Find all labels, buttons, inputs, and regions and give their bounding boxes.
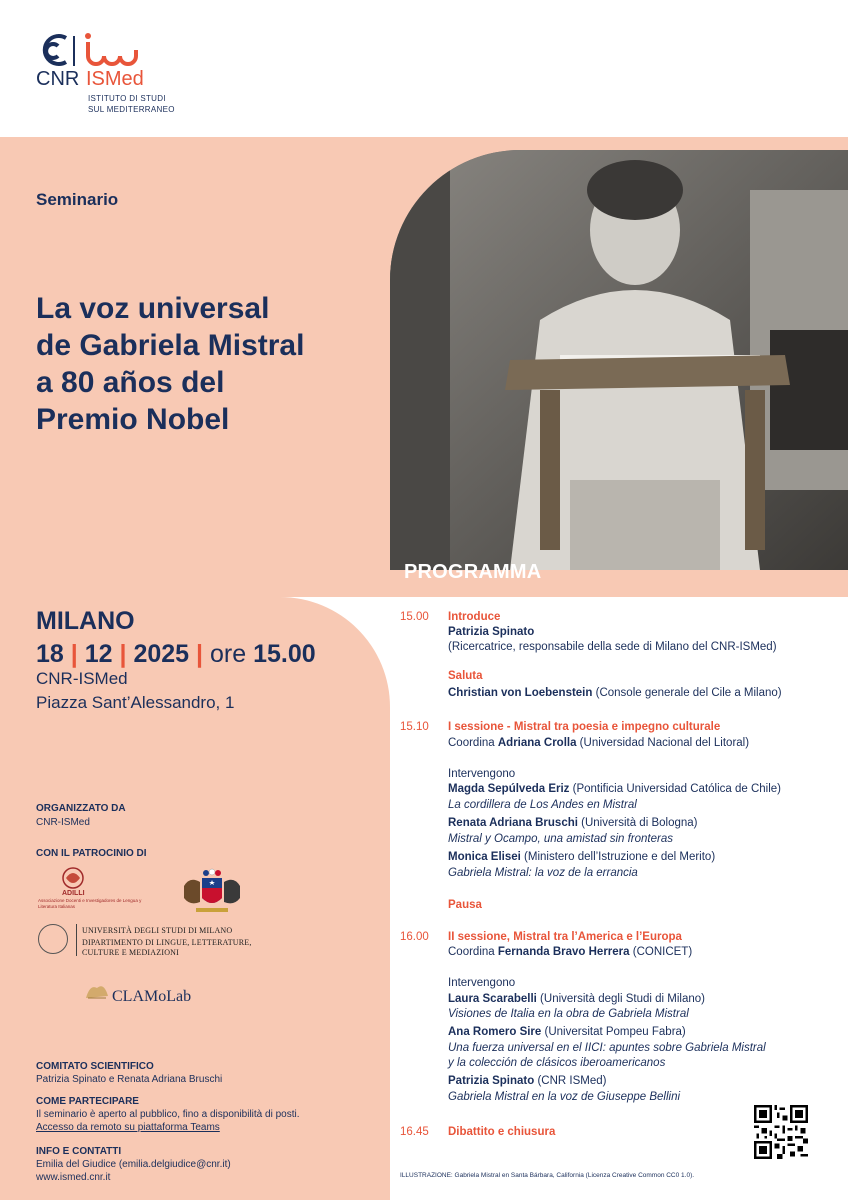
title-line: a 80 años del	[36, 366, 225, 399]
adilli-logo	[38, 866, 148, 916]
speaker-line	[448, 1074, 848, 1090]
speaker-role: (Università di Bologna)	[577, 817, 698, 829]
programma-heading: PROGRAMMA	[404, 561, 542, 583]
contact-email[interactable]: Emilia del Giudice (emilia.delgiudice@cnr.it)	[36, 1159, 231, 1170]
partecipare-label: COME PARTECIPARE	[36, 1096, 139, 1107]
talk-title: y la colección de clásicos iberoamericanos	[448, 1057, 666, 1069]
title-line: de Gabriela Mistral	[36, 329, 305, 362]
speaker-line	[448, 816, 848, 832]
speaker-role: (CNR ISMed)	[534, 1075, 607, 1087]
programme-item-label: Introduce	[448, 611, 501, 623]
event-year: 2025	[133, 640, 190, 668]
comitato-value: Patrizia Spinato e Renata Adriana Bruschi	[36, 1074, 223, 1085]
logo-cnr-text: CNR	[36, 68, 80, 90]
speaker-line	[448, 1025, 848, 1041]
date-separator: |	[196, 640, 204, 668]
event-day: 18	[36, 640, 64, 668]
coordinator-role: (Universidad Nacional del Litoral)	[576, 737, 750, 749]
coordinator-line	[448, 736, 848, 752]
event-address: Piazza Sant’Alessandro, 1	[36, 693, 235, 712]
talk-title: Gabriela Mistral en la voz de Giuseppe Bellini	[448, 1091, 681, 1103]
unimi-department-line2: CULTURE E MEDIAZIONI	[82, 948, 180, 957]
organizzato-value: CNR-ISMed	[36, 817, 90, 828]
coordinator-role: (CONICET)	[629, 946, 693, 958]
speaker-name: Laura Scarabelli	[448, 993, 537, 1005]
intervengono-label: Intervengono	[448, 977, 516, 989]
website-link[interactable]: www.ismed.cnr.it	[36, 1172, 111, 1183]
clamolab-name: CLAMoLab	[112, 988, 192, 1005]
clamolab-mark-icon	[84, 980, 110, 1002]
programme-item-label: Saluta	[448, 670, 483, 682]
coordinator-name: Adriana Crolla	[497, 737, 577, 749]
speaker-line	[448, 992, 848, 1008]
unimi-seal-icon	[38, 924, 68, 954]
qr-code-icon[interactable]	[754, 1105, 808, 1159]
speaker-role: (Ricercatrice, responsabile della sede di Milano del CNR-ISMed)	[448, 641, 777, 653]
speaker-role: (Console generale del Cile a Milano)	[592, 687, 782, 699]
speaker-name: Monica Elisei	[448, 851, 521, 863]
pause-label: Pausa	[448, 899, 482, 911]
logo-mark-icon	[36, 32, 166, 68]
time-prefix: ore	[209, 640, 247, 668]
cnr-ismed-logo	[36, 32, 176, 132]
adilli-subtitle: Associazione Docenti e Investigadores de Lengua y Literatura Italianas	[38, 898, 142, 909]
adilli-crest-icon	[58, 866, 88, 892]
teams-access-link[interactable]: Accesso da remoto su piattaforma Teams	[36, 1122, 220, 1133]
speaker-name: Magda Sepúlveda Eriz	[448, 783, 570, 795]
speaker-line	[448, 782, 848, 798]
speaker-role: (Universitat Pompeu Fabra)	[541, 1026, 686, 1038]
time-slot: 15.10	[400, 721, 429, 733]
title-line: La voz universal	[36, 292, 270, 325]
date-separator: |	[119, 640, 127, 668]
session-title: I sessione - Mistral tra poesia e impegno culturale	[448, 721, 721, 733]
talk-title: Visiones de Italia en la obra de Gabriela Mistral	[448, 1008, 689, 1020]
event-city: MILANO	[36, 607, 135, 635]
talk-title: Una fuerza universal en el IICI: apuntes sobre Gabriela Mistral	[448, 1042, 766, 1054]
date-separator: |	[70, 640, 78, 668]
clamolab-logo	[84, 978, 224, 1008]
partecipare-text: Il seminario è aperto al pubblico, fino a disponibilità di posti.	[36, 1109, 300, 1120]
patrocinio-label: CON IL PATROCINIO DI	[36, 848, 147, 859]
comitato-label: COMITATO SCIENTIFICO	[36, 1061, 154, 1072]
title-line: Premio Nobel	[36, 403, 230, 436]
event-date-time	[36, 640, 316, 669]
speaker-name: Christian von Loebenstein	[448, 687, 593, 699]
closing-label: Dibattito e chiusura	[448, 1126, 556, 1138]
organizzato-label: ORGANIZZATO DA	[36, 803, 126, 814]
coordinator-name: Fernanda Bravo Herrera	[497, 946, 630, 958]
coordinator-line	[448, 945, 848, 961]
event-month: 12	[84, 640, 113, 668]
speaker-line	[448, 850, 848, 866]
speaker-name: Renata Adriana Bruschi	[448, 817, 578, 829]
chile-coat-of-arms-icon	[180, 868, 244, 916]
talk-title: La cordillera de Los Andes en Mistral	[448, 799, 637, 811]
info-label: INFO E CONTATTI	[36, 1146, 122, 1157]
unimi-name: UNIVERSITÀ DEGLI STUDI DI MILANO	[82, 926, 233, 935]
speaker-name: Patrizia Spinato	[448, 626, 535, 638]
logo-subtitle-line1: ISTITUTO DI STUDI	[88, 94, 166, 103]
speaker-role: (Ministero dell’Istruzione e del Merito)	[520, 851, 716, 863]
intervengono-label: Intervengono	[448, 768, 516, 780]
unimi-department-line1: DIPARTIMENTO DI LINGUE, LETTERATURE,	[82, 938, 252, 947]
speaker-role: (Pontificia Universidad Católica de Chile)	[569, 783, 782, 795]
coordinator-prefix: Coordina	[448, 737, 498, 749]
time-slot: 15.00	[400, 611, 429, 623]
time-slot: 16.00	[400, 931, 429, 943]
coordinator-prefix: Coordina	[448, 946, 498, 958]
speaker-name: Patrizia Spinato	[448, 1075, 535, 1087]
logo-subtitle-line2: SUL MEDITERRANEO	[88, 105, 175, 114]
portrait-photo	[390, 150, 848, 570]
session-title: II sessione, Mistral tra l’America e l’Europa	[448, 931, 682, 943]
illustration-credit: ILLUSTRAZIONE: Gabriela Mistral en Santa Bárbara, California (Licenza Creative Common CC0 1.0).	[400, 1172, 695, 1179]
logo-ismed-text: ISMed	[86, 68, 144, 90]
unimi-logo	[38, 924, 278, 960]
speaker-role: (Università degli Studi di Milano)	[536, 993, 705, 1005]
unimi-divider	[76, 924, 77, 956]
event-title	[36, 290, 386, 438]
talk-title: Gabriela Mistral: la voz de la errancia	[448, 867, 638, 879]
event-kicker: Seminario	[36, 190, 119, 209]
time-slot: 16.45	[400, 1126, 429, 1138]
talk-title: Mistral y Ocampo, una amistad sin fronteras	[448, 833, 673, 845]
event-venue: CNR-ISMed	[36, 669, 128, 688]
speaker-line	[448, 686, 848, 702]
adilli-name: ADILLI	[62, 890, 85, 897]
event-time: 15.00	[253, 640, 316, 668]
speaker-name: Ana Romero Sire	[448, 1026, 542, 1038]
